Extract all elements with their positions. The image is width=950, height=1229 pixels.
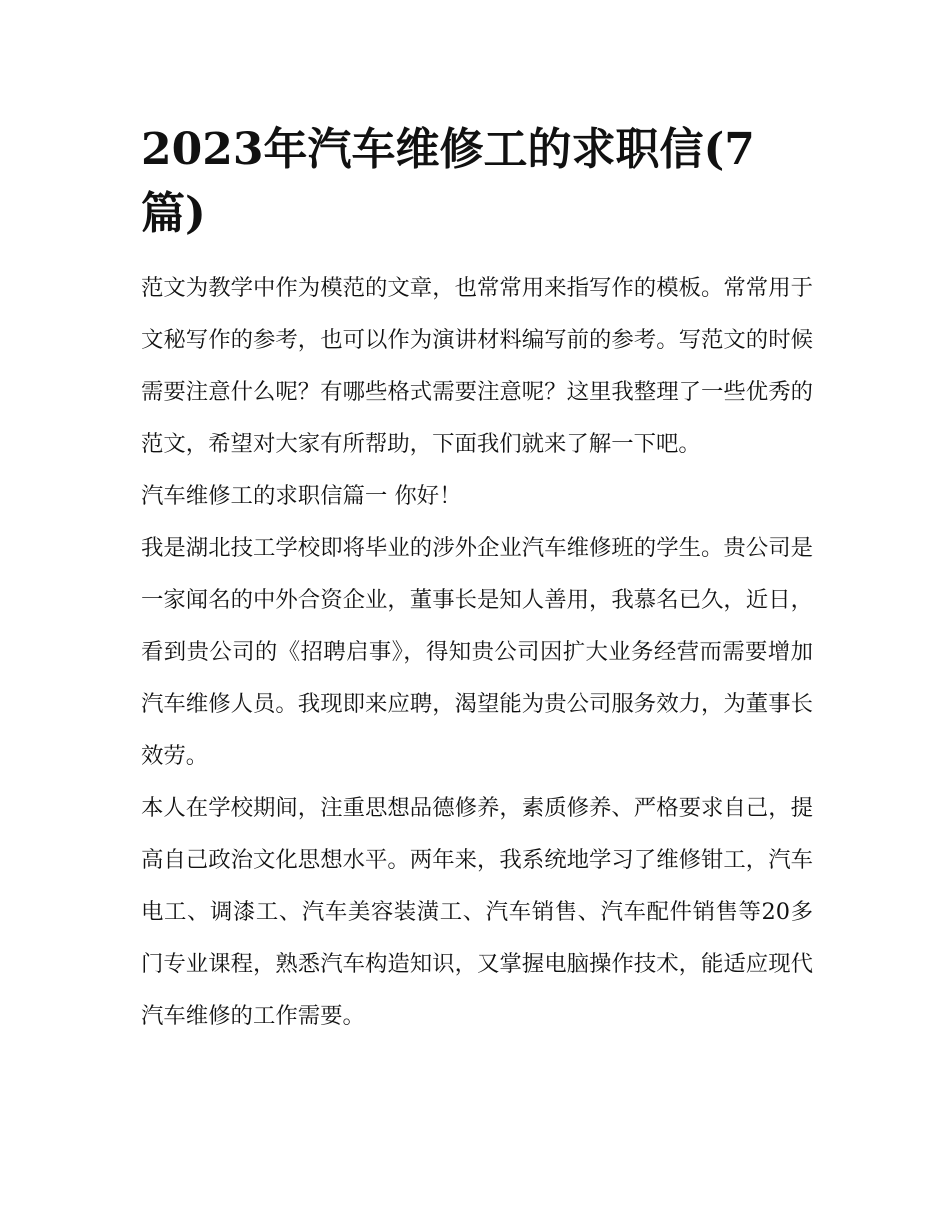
document-title: 2023年汽车维修工的求职信(7篇) <box>141 124 755 239</box>
paragraph-intro: 范文为教学中作为模范的文章，也常常用来指写作的模板。常常用于文秘写作的参考，也可以作为演讲材料编写前的参考。写范文的时候需要注意什么呢？有哪些格式需要注意呢？这里我整理了一些优秀的范文，希望对大家有所帮助，下面我们就来了解一下吧。 <box>141 275 813 457</box>
paragraph-letter-heading: 汽车维修工的求职信篇一 你好！ <box>141 483 462 509</box>
paragraph-application: 我是湖北技工学校即将毕业的涉外企业汽车维修班的学生。贵公司是一家闻名的中外合资企业，董事长是知人善用，我慕名已久，近日，看到贵公司的《招聘启事》，得知贵公司因扩大业务经营而需要增加汽车维修人员。我现即来应聘，渴望能为贵公司服务效力，为董事长效劳。 <box>141 535 813 769</box>
document-body <box>141 118 813 1042</box>
paragraph-education: 本人在学校期间，注重思想品德修养，素质修养、严格要求自己，提高自己政治文化思想水平。两年来，我系统地学习了维修钳工，汽车电工、调漆工、汽车美容装潢工、汽车销售、汽车配件销售等20多门专业课程，熟悉汽车构造知识，又掌握电脑操作技术，能适应现代汽车维修的工作需要。 <box>141 795 813 1029</box>
